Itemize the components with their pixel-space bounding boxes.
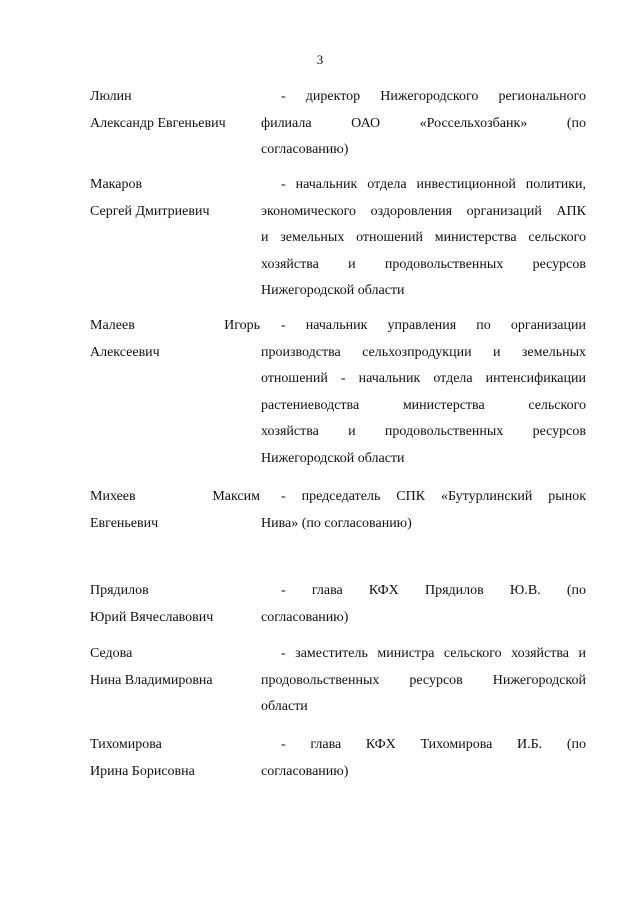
position-line: - глава КФХ Прядилов Ю.В. (по xyxy=(281,583,586,598)
member-name xyxy=(90,732,260,785)
member-position xyxy=(261,578,586,631)
member-given-names: Юрий Вячеславович xyxy=(90,609,214,625)
member-name xyxy=(90,484,260,537)
member-surname: Михеев Максим xyxy=(90,489,260,504)
member-position xyxy=(261,313,586,472)
position-line: согласованию) xyxy=(261,609,349,625)
position-line: филиала ОАО «Россельхозбанк» (по xyxy=(261,115,586,131)
member-position xyxy=(261,732,586,785)
position-line: Нижегородской области xyxy=(261,283,405,298)
member-name xyxy=(90,84,260,137)
member-surname: Макаров xyxy=(90,177,143,192)
member-name xyxy=(90,641,260,694)
member-surname: Люлин xyxy=(90,89,132,104)
position-line: - директор Нижегородского регионального xyxy=(281,89,586,104)
position-line: - начальник отдела инвестиционной политики, xyxy=(281,177,586,192)
position-line: Нива» (по согласованию) xyxy=(261,515,412,531)
position-line: - заместитель министра сельского хозяйства и xyxy=(281,646,586,661)
member-position xyxy=(261,641,586,721)
member-given-names: Евгеньевич xyxy=(90,515,159,531)
page-number: 3 xyxy=(316,52,324,67)
member-given-names: Алексеевич xyxy=(90,344,160,360)
member-given-names: Александр Евгеньевич xyxy=(90,115,226,131)
member-position xyxy=(261,172,586,305)
member-surname: Малеев Игорь xyxy=(90,318,260,333)
position-line: отношений - начальник отдела интенсификации xyxy=(261,371,586,386)
position-line: и земельных отношений министерства сельского xyxy=(261,230,586,245)
member-given-names: Нина Владимировна xyxy=(90,672,213,688)
member-surname: Прядилов xyxy=(90,583,149,598)
member-surname: Тихомирова xyxy=(90,737,162,752)
member-name xyxy=(90,172,260,225)
position-line: согласованию) xyxy=(261,142,349,157)
position-line: продовольственных ресурсов Нижегородской xyxy=(261,672,586,688)
member-surname: Седова xyxy=(90,646,133,661)
member-name xyxy=(90,578,260,631)
member-position xyxy=(261,84,586,164)
member-given-names: Ирина Борисовна xyxy=(90,763,195,779)
member-position xyxy=(261,484,586,537)
member-name xyxy=(90,313,260,366)
position-line: - начальник управления по организации xyxy=(281,318,586,333)
position-line: - председатель СПК «Бутурлинский рынок xyxy=(281,489,586,504)
position-line: согласованию) xyxy=(261,763,349,779)
position-line: хозяйства и продовольственных ресурсов xyxy=(261,424,586,439)
position-line: Нижегородской области xyxy=(261,450,405,466)
position-line: растениеводства министерства сельского xyxy=(261,397,586,413)
position-line: - глава КФХ Тихомирова И.Б. (по xyxy=(281,737,586,752)
position-line: хозяйства и продовольственных ресурсов xyxy=(261,256,586,272)
member-given-names: Сергей Дмитриевич xyxy=(90,203,210,219)
position-line: области xyxy=(261,699,308,714)
position-line: экономического оздоровления организаций АПК xyxy=(261,203,586,219)
position-line: производства сельхозпродукции и земельных xyxy=(261,344,586,360)
